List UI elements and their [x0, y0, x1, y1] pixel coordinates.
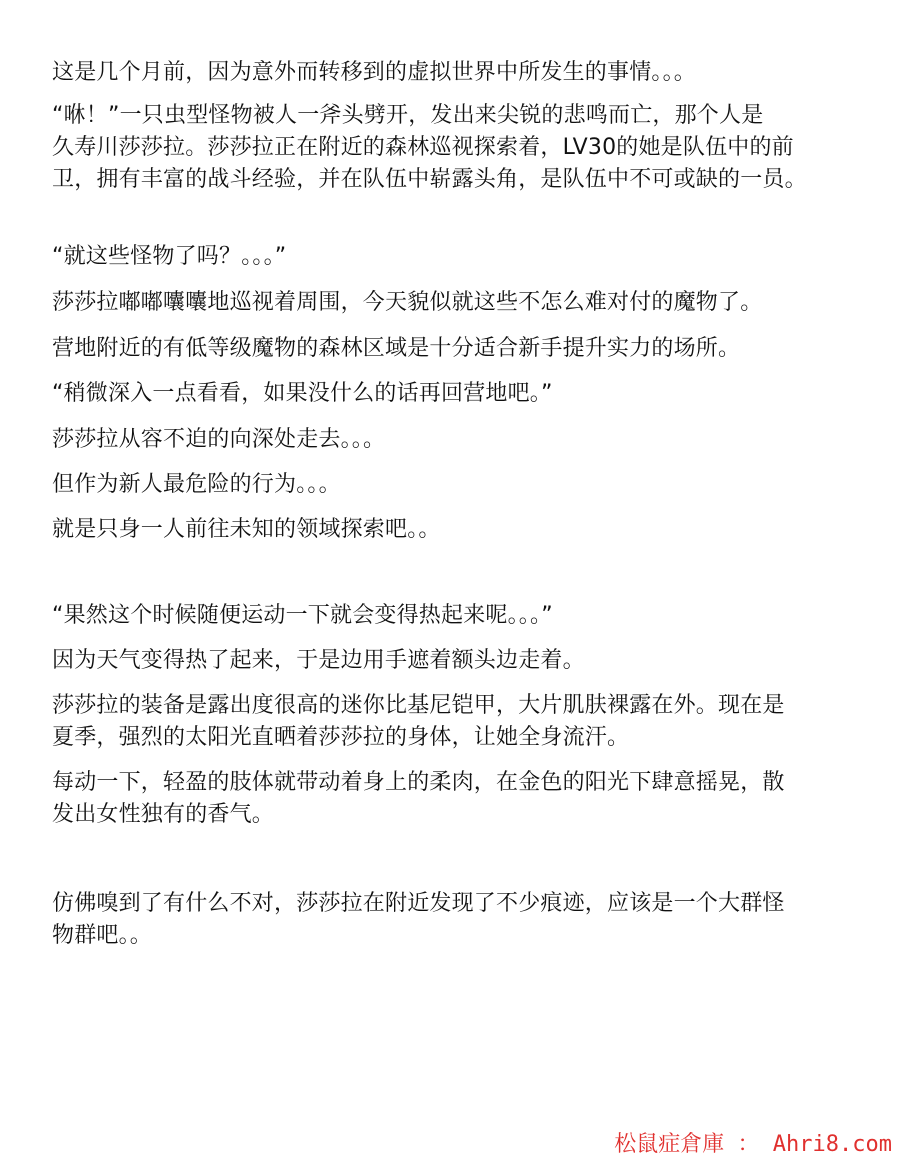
- text-line: “咻！”一只虫型怪物被人一斧头劈开，发出来尖锐的悲鸣而亡，那个人是: [52, 103, 764, 128]
- text-line: 莎莎拉从容不迫的向深处走去。。。: [52, 427, 386, 452]
- text-line: 仿佛嗅到了有什么不对，莎莎拉在附近发现了不少痕迹，应该是一个大群怪: [52, 891, 785, 916]
- text-line: 发出女性独有的香气。: [52, 802, 275, 827]
- paragraph-battle: [52, 100, 852, 196]
- text-line: 这是几个月前，因为意外而转移到的虚拟世界中所发生的事情。。。: [52, 60, 697, 85]
- text-line: “果然这个时候随便运动一下就会变得热起来呢。。。”: [52, 603, 553, 628]
- text-line: 物群吧。。: [52, 923, 153, 948]
- text-line: 莎莎拉的装备是露出度很高的迷你比基尼铠甲，大片肌肤裸露在外。现在是: [52, 693, 785, 718]
- paragraph-traces: [52, 888, 852, 952]
- paragraph-dialogue-3: [52, 600, 852, 632]
- paragraph-danger: [52, 469, 852, 501]
- paragraph-movement: [52, 767, 852, 831]
- text-line: 营地附近的有低等级魔物的森林区域是十分适合新手提升实力的场所。: [52, 336, 741, 361]
- paragraph-area: [52, 333, 852, 365]
- paragraph-equipment: [52, 690, 852, 754]
- text-line: 久寿川莎莎拉。莎莎拉正在附近的森林巡视探索着，LV30的她是队伍中的前: [52, 135, 794, 160]
- watermark: 松鼠症倉庫 ： Ahri8.com: [614, 1132, 892, 1157]
- paragraph-dialogue-1: [52, 241, 852, 273]
- text-line: 夏季，强烈的太阳光直晒着莎莎拉的身体，让她全身流汗。: [52, 725, 630, 750]
- paragraph-weather: [52, 645, 852, 677]
- text-line: “稍微深入一点看看，如果没什么的话再回营地吧。”: [52, 381, 553, 406]
- paragraph-walk: [52, 424, 852, 456]
- text-line: 就是只身一人前往未知的领域探索吧。。: [52, 517, 441, 542]
- text-line: “就这些怪物了吗？。。。”: [52, 244, 287, 269]
- paragraph-dialogue-2: [52, 378, 852, 410]
- paragraph-alone: [52, 514, 852, 546]
- paragraph-intro: [52, 57, 852, 89]
- text-line: 每动一下，轻盈的肢体就带动着身上的柔肉，在金色的阳光下肆意摇晃，散: [52, 770, 785, 795]
- text-line: 卫，拥有丰富的战斗经验，并在队伍中崭露头角，是队伍中不可或缺的一员。: [52, 167, 807, 192]
- paragraph-patrol: [52, 287, 852, 319]
- text-line: 但作为新人最危险的行为。。。: [52, 472, 341, 497]
- text-line: 因为天气变得热了起来，于是边用手遮着额头边走着。: [52, 648, 585, 673]
- text-line: 莎莎拉嘟嘟囔囔地巡视着周围，今天貌似就这些不怎么难对付的魔物了。: [52, 290, 763, 315]
